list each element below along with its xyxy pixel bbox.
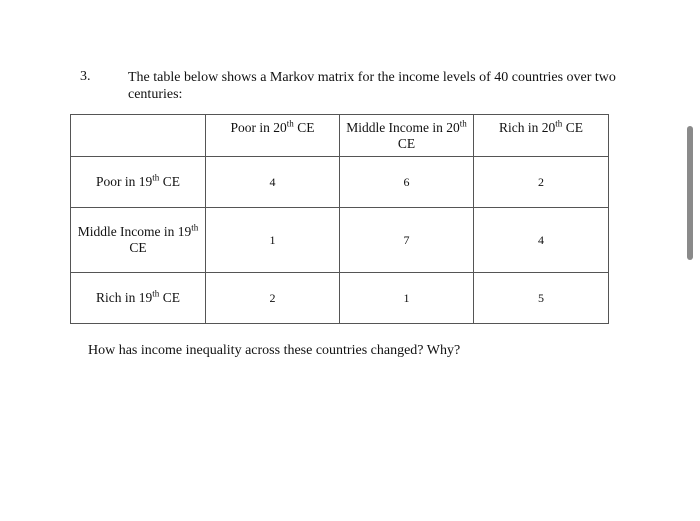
corner-cell xyxy=(71,115,206,157)
table-row xyxy=(71,157,609,208)
question-prompt: The table below shows a Markov matrix for the income levels of 40 countries over two centuries: xyxy=(128,70,616,102)
row-header-text: Poor in 19 xyxy=(96,174,153,189)
ordinal-suffix: th xyxy=(191,222,199,233)
table-row xyxy=(71,273,609,324)
col-header-text: Middle Income in 20 xyxy=(346,120,460,135)
table-header-row xyxy=(71,115,609,157)
col-header-rich-20th xyxy=(474,115,609,157)
row-header-text: Rich in 19 xyxy=(96,290,153,305)
table-cell: 5 xyxy=(474,273,609,324)
col-header-text: Rich in 20 xyxy=(499,120,556,135)
col-header-text: CE xyxy=(293,120,315,135)
table-cell: 2 xyxy=(474,157,609,208)
table-cell: 7 xyxy=(340,208,474,273)
table-cell: 6 xyxy=(340,157,474,208)
col-header-middle-20th xyxy=(340,115,474,157)
table-cell: 1 xyxy=(206,208,340,273)
table-cell: 2 xyxy=(206,273,340,324)
row-header-text: CE xyxy=(159,290,180,305)
row-header-text: CE xyxy=(159,174,180,189)
ordinal-suffix: th xyxy=(555,118,563,129)
vertical-scrollbar[interactable] xyxy=(687,126,693,260)
col-header-poor-20th xyxy=(206,115,340,157)
ordinal-suffix: th xyxy=(459,118,467,129)
row-header-poor-19th xyxy=(71,157,206,208)
ordinal-suffix: th xyxy=(152,288,160,299)
table-cell: 1 xyxy=(340,273,474,324)
table-cell: 4 xyxy=(206,157,340,208)
followup-question: How has income inequality across these countries changed? Why? xyxy=(88,343,461,358)
markov-matrix-table xyxy=(70,114,609,324)
row-header-text: CE xyxy=(129,240,147,255)
row-header-text: Middle Income in 19 xyxy=(77,224,192,239)
row-header-middle-19th xyxy=(71,208,206,273)
table-cell: 4 xyxy=(474,208,609,273)
table-row xyxy=(71,208,609,273)
ordinal-suffix: th xyxy=(286,118,294,129)
ordinal-suffix: th xyxy=(152,172,160,183)
col-header-text: CE xyxy=(397,136,416,151)
question-number: 3. xyxy=(80,69,91,84)
row-header-rich-19th xyxy=(71,273,206,324)
col-header-text: CE xyxy=(562,120,583,135)
col-header-text: Poor in 20 xyxy=(230,120,287,135)
